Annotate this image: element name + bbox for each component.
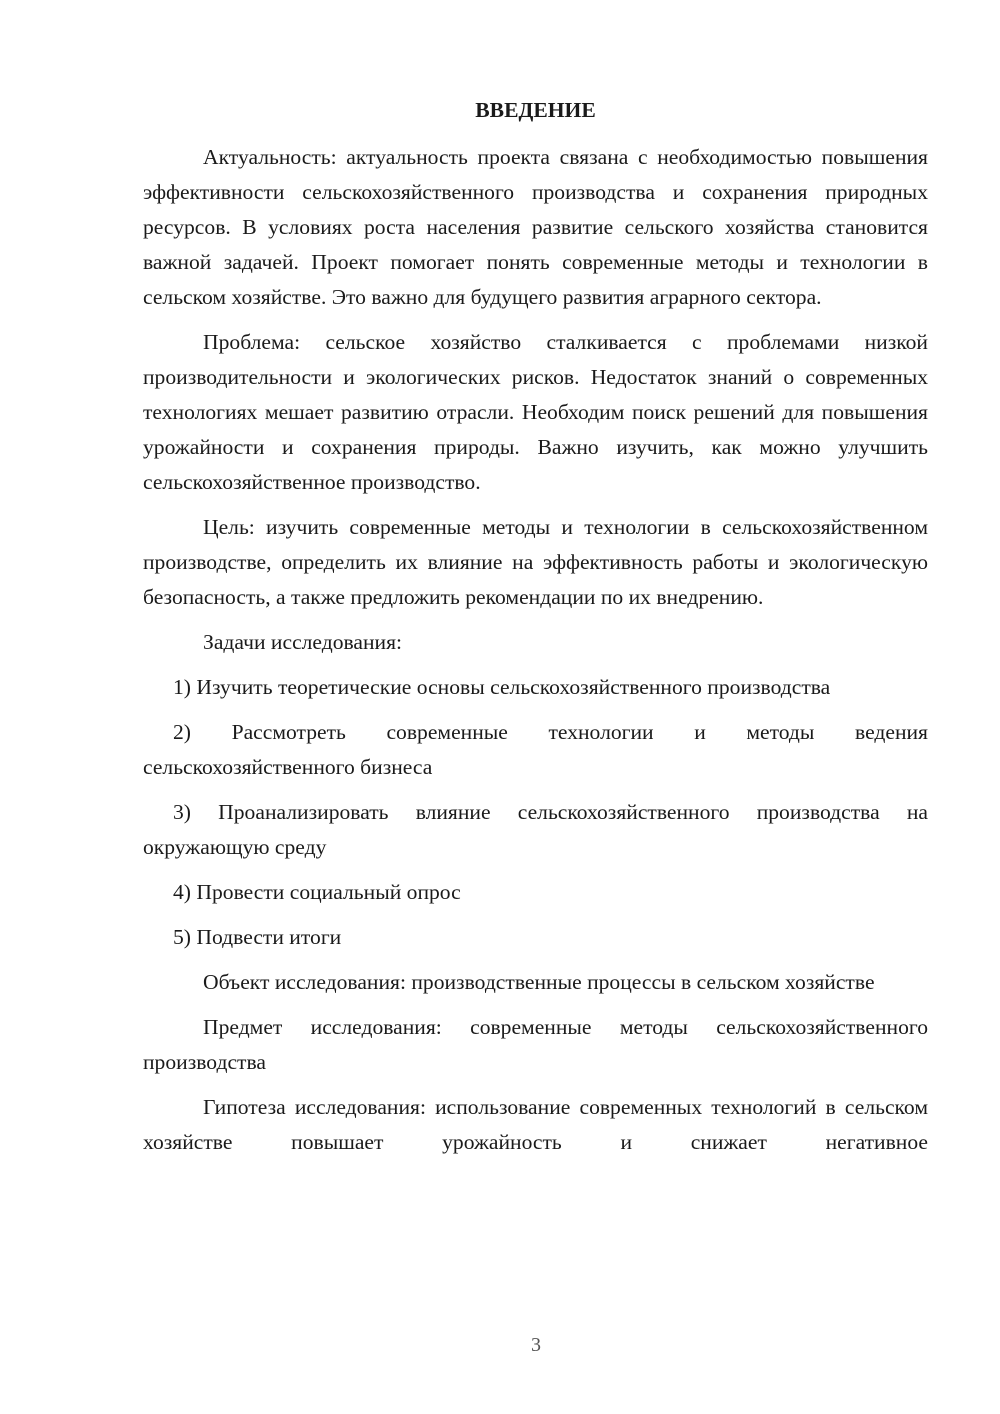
task-item-2: 2) Рассмотреть современные технологии и методы ведения сельскохозяйственного бизнеса (143, 720, 928, 779)
page-title: ВВЕДЕНИЕ (475, 98, 596, 122)
task-item-5: 5) Подвести итоги (173, 925, 342, 949)
relevance-paragraph: Актуальность: актуальность проекта связана с необходимостью повышения эффективности сельскохозяйственного производства и сохранения природных ресурсов. В условиях роста населения развитие сельского хозяйства становится важной задачей. Проект помогает понять современные методы и технологии в сельском хозяйстве. Это важно для будущего развития аграрного сектора. (143, 145, 928, 309)
tasks-heading: Задачи исследования: (203, 630, 403, 654)
goal-paragraph: Цель: изучить современные методы и технологии в сельскохозяйственном производстве, определить их влияние на эффективность работы и экологическую безопасность, а также предложить рекомендации по их внедрению. (143, 515, 928, 609)
subject-paragraph: Предмет исследования: современные методы сельскохозяйственного производства (143, 1015, 928, 1074)
hypothesis-paragraph: Гипотеза исследования: использование современных технологий в сельском хозяйстве повышает урожайность и снижает негативное (143, 1095, 928, 1154)
page-content (143, 94, 928, 1160)
task-item-3: 3) Проанализировать влияние сельскохозяйственного производства на окружающую среду (143, 800, 928, 859)
task-item-1: 1) Изучить теоретические основы сельскохозяйственного производства (173, 675, 831, 699)
object-paragraph: Объект исследования: производственные процессы в сельском хозяйстве (203, 970, 875, 994)
problem-paragraph: Проблема: сельское хозяйство сталкивается с проблемами низкой производительности и экологических рисков. Недостаток знаний о современных технологиях мешает развитию отрасли. Необходим поиск решений для повышения урожайности и сохранения природы. Важно изучить, как можно улучшить сельскохозяйственное производство. (143, 330, 928, 494)
task-item-4: 4) Провести социальный опрос (173, 880, 461, 904)
page-number: 3 (531, 1334, 541, 1356)
